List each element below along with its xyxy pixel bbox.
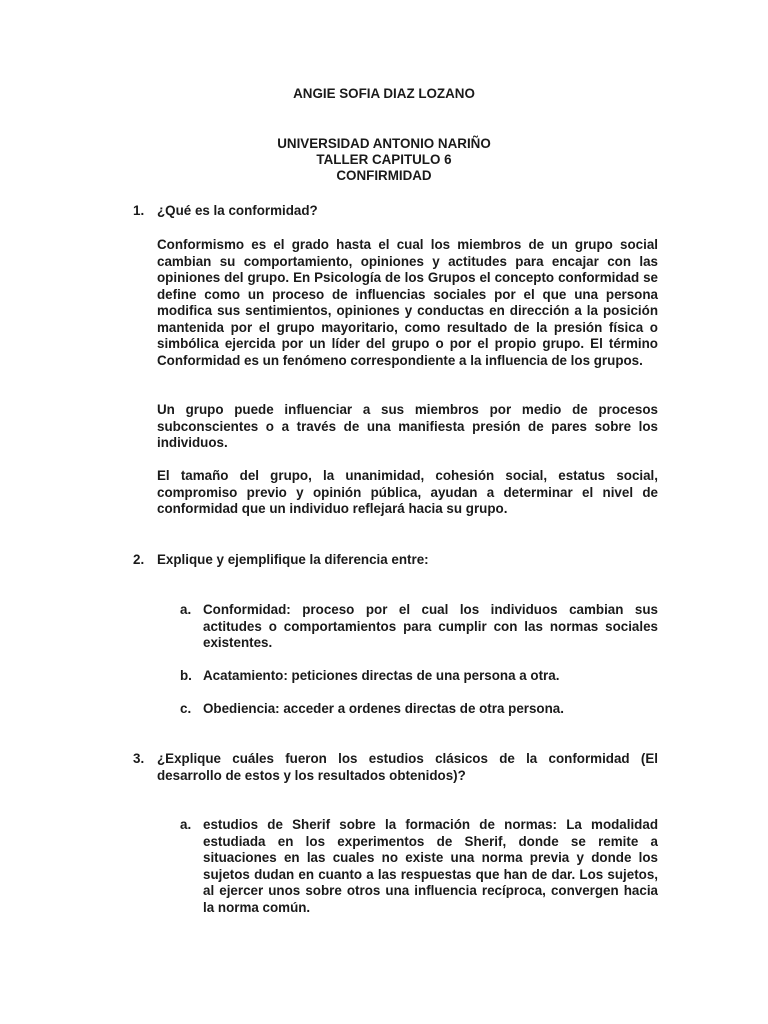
topic-title: CONFIRMIDAD: [336, 168, 432, 183]
q2-item-c-letter: c.: [180, 701, 192, 716]
question-3-text: ¿Explique cuáles fueron los estudios clásicos de la conformidad (El desarrollo de estos y los resultados obtenidos)?: [157, 751, 658, 783]
question-2-number: 2.: [133, 552, 145, 567]
q1-paragraph-3: El tamaño del grupo, la unanimidad, cohesión social, estatus social, compromiso previo y opinión pública, ayudan a determinar el nivel de conformidad que un individuo reflejará hacia su grupo.: [157, 468, 658, 516]
question-1-text: ¿Qué es la conformidad?: [157, 203, 318, 218]
university-name: UNIVERSIDAD ANTONIO NARIÑO: [277, 136, 491, 151]
question-2-text: Explique y ejemplifique la diferencia entre:: [157, 552, 429, 567]
q2-item-b-text: Acatamiento: peticiones directas de una persona a otra.: [203, 668, 560, 683]
q3-item-a-text: estudios de Sherif sobre la formación de normas: La modalidad estudiada en los experimentos de Sherif, donde se remite a situaciones en las cuales no existe una norma previa y donde los sujetos dudan en cuanto a las respuestas que han de dar. Los sujetos, al ejercer unos sobre otros una influencia recíproca, convergen hacia la norma común.: [203, 817, 658, 915]
q1-paragraph-2: Un grupo puede influenciar a sus miembros por medio de procesos subconscientes o a través de una manifiesta presión de pares sobre los individuos.: [157, 402, 658, 450]
q2-item-a-letter: a.: [180, 602, 192, 617]
question-1-number: 1.: [133, 203, 145, 218]
question-3-number: 3.: [133, 751, 145, 766]
q1-paragraph-1: Conformismo es el grado hasta el cual los miembros de un grupo social cambian su comportamiento, opiniones y actitudes para encajar con las opiniones del grupo. En Psicología de los Grupos el concepto conformidad se define como un proceso de influencias sociales por el que una persona modifica sus sentimientos, opiniones y conductas en dirección a la posición mantenida por el grupo mayoritario, como resultado de la presión física o simbólica ejercida por un líder del grupo o por el propio grupo. El término Conformidad es un fenómeno correspondiente a la influencia de los grupos.: [157, 237, 658, 368]
q3-item-a-letter: a.: [180, 817, 192, 832]
q2-item-b-letter: b.: [180, 668, 192, 683]
course-title: TALLER CAPITULO 6: [316, 152, 452, 167]
q2-item-c-text: Obediencia: acceder a ordenes directas de otra persona.: [203, 701, 564, 716]
q2-item-a-text: Conformidad: proceso por el cual los individuos cambian sus actitudes o comportamientos para cumplir con las normas sociales existentes.: [203, 602, 658, 650]
author-name: ANGIE SOFIA DIAZ LOZANO: [293, 86, 475, 101]
